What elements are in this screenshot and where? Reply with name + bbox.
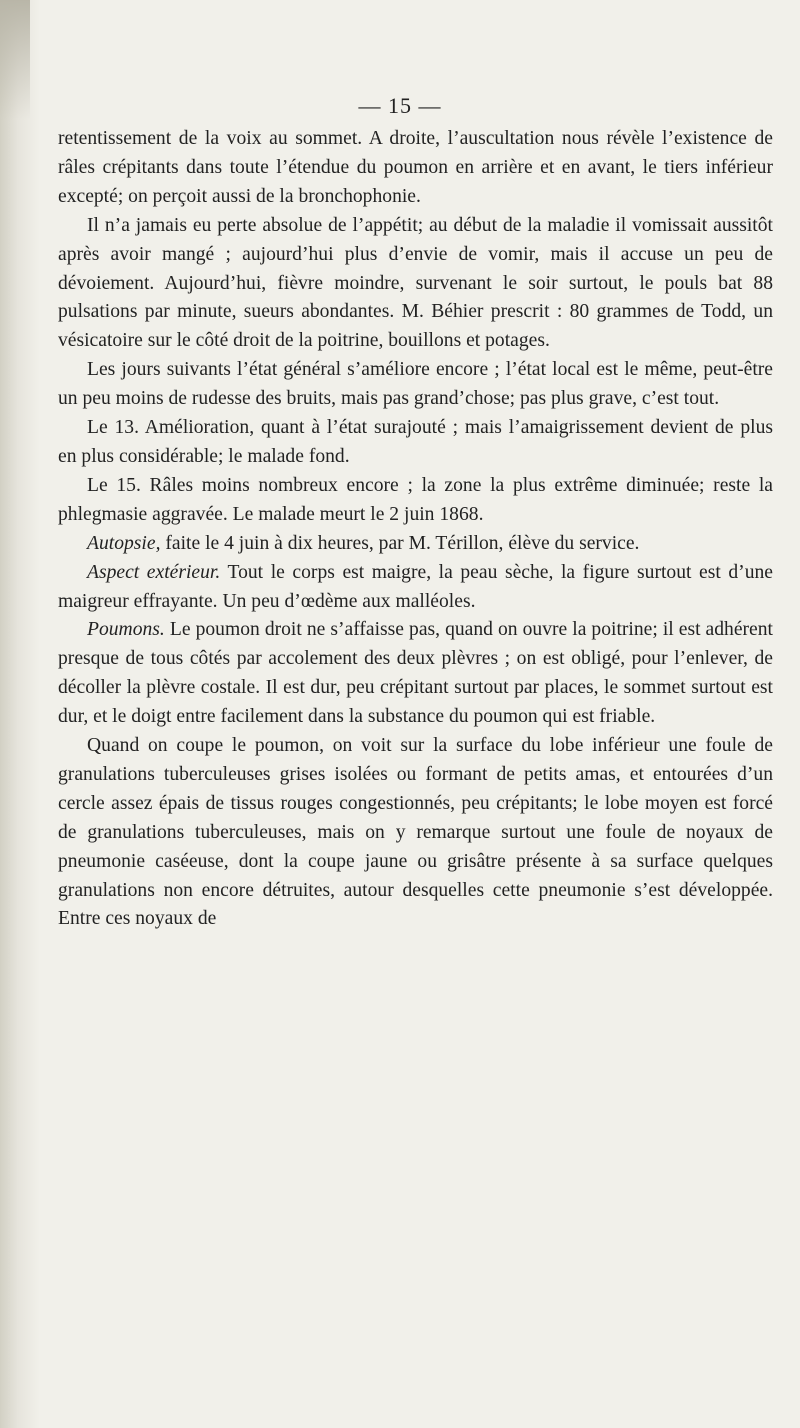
paragraph-lead: Poumons.: [87, 619, 165, 641]
page-number: — 15 —: [358, 93, 442, 118]
paragraph-text: Le poumon droit ne s’affaisse pas, quand on ouvre la poitrine; il est adhérent presque de tous côtés par accolement des deux plèvres ; on est obligé, pour l’enlever, de décoller la plèvre costale. Il est dur, peu crépitant surtout par places, le sommet surtout est dur, et le doigt entre facilement dans la substance du poumon qui est friable.: [58, 619, 773, 728]
paragraph-text: Tout le corps est maigre, la peau sèche, la figure surtout est d’une maigreur effrayante. Un peu d’œdème aux malléoles.: [58, 561, 773, 612]
paragraph-text: Les jours suivants l’état général s’améliore encore ; l’état local est le même, peut-être un peu moins de rudesse des bruits, mais pas grand’chose; pas plus grave, c’est tout.: [58, 359, 773, 410]
paragraph-text: Le 15. Râles moins nombreux encore ; la zone la plus extrême diminuée; reste la phlegmasie aggravée. Le malade meurt le 2 juin 1868.: [58, 474, 773, 525]
paragraph-9: [58, 732, 773, 934]
page-edge-shadow: [0, 0, 40, 1428]
paragraph-2: [58, 212, 773, 357]
paragraph-text: Le 13. Amélioration, quant à l’état surajouté ; mais l’amaigrissement devient de plus en plus considérable; le malade fond.: [58, 417, 773, 467]
body-text: [58, 125, 773, 934]
paragraph-text: faite le 4 juin à dix heures, par M. Térillon, élève du service.: [160, 532, 640, 554]
paragraph-5: [58, 472, 773, 530]
paragraph-text: Quand on coupe le poumon, on voit sur la surface du lobe inférieur une foule de granulations tuberculeuses grises isolées ou formant de petits amas, et entourées d’un cercle assez épais de tissus rouges congestionnés, peu crépitants; le lobe moyen est forcé de granulations tuberculeuses, mais on y remarque surtout une foule de noyaux de pneumonie caséeuse, dont la coupe jaune ou grisâtre présente à sa surface quelques granulations non encore détruites, autour desquelles cette pneumonie s’est développée. Entre ces noyaux de: [58, 735, 773, 930]
paragraph-text: Il n’a jamais eu perte absolue de l’appétit; au début de la maladie il vomissait aussitôt après avoir mangé ; aujourd’hui plus d’envie de vomir, mais il accuse un peu de dévoiement. Aujourd’hui, fièvre moindre, survenant le soir surtout, le pouls bat 88 pulsations par minute, sueurs abondantes. M. Béhier prescrit : 80 grammes de Todd, un vésicatoire sur le côté droit de la poitrine, bouillons et potages.: [58, 214, 773, 352]
paragraph-4: [58, 414, 773, 472]
paragraph-3: [58, 356, 773, 414]
paragraph-text: retentissement de la voix au sommet. A droite, l’auscultation nous révèle l’existence de râles crépitants dans toute l’étendue du poumon en arrière et en avant, le tiers inférieur excepté; on perçoit aussi de la bronchophonie.: [58, 128, 773, 207]
paragraph-autopsie: [58, 530, 773, 559]
paragraph-lead: Autopsie,: [87, 532, 161, 554]
paragraph-poumons: [58, 616, 773, 732]
paragraph-lead: Aspect extérieur.: [87, 561, 221, 583]
paragraph-aspect-exterieur: [58, 559, 773, 617]
paragraph-1: [58, 125, 773, 212]
